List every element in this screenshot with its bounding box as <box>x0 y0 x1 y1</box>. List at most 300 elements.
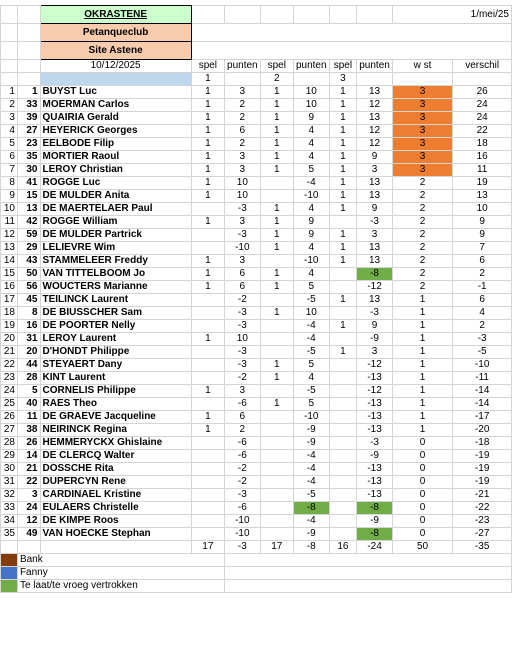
player-name-cell[interactable]: LEROY Laurent <box>40 333 191 346</box>
difference-cell[interactable]: 6 <box>453 294 512 307</box>
total-wins[interactable]: 50 <box>392 541 452 554</box>
game3-points-cell[interactable]: -13 <box>357 411 393 424</box>
difference-cell[interactable]: 4 <box>453 307 512 320</box>
difference-cell[interactable]: -19 <box>453 463 512 476</box>
player-number-cell[interactable]: 41 <box>17 177 40 190</box>
wins-cell[interactable]: 0 <box>392 450 452 463</box>
game1-points-cell[interactable]: -3 <box>225 203 261 216</box>
player-number-cell[interactable]: 35 <box>17 151 40 164</box>
difference-cell[interactable]: -19 <box>453 450 512 463</box>
game2-won-cell[interactable]: 1 <box>260 242 293 255</box>
game2-won-cell[interactable]: 1 <box>260 216 293 229</box>
rank-cell[interactable]: 2 <box>1 99 18 112</box>
player-number-cell[interactable]: 56 <box>17 281 40 294</box>
difference-cell[interactable]: -14 <box>453 398 512 411</box>
game2-won-cell[interactable]: 1 <box>260 281 293 294</box>
game1-points-cell[interactable]: 6 <box>225 411 261 424</box>
player-number-cell[interactable]: 3 <box>17 489 40 502</box>
game3-points-cell[interactable]: -3 <box>357 216 393 229</box>
legend-label[interactable]: Fanny <box>17 567 224 580</box>
game2-points-cell[interactable]: -8 <box>293 502 329 515</box>
game1-won-cell[interactable]: 1 <box>191 190 224 203</box>
difference-cell[interactable]: -11 <box>453 372 512 385</box>
game2-won-cell[interactable]: 1 <box>260 138 293 151</box>
game3-points-cell[interactable]: -9 <box>357 515 393 528</box>
game3-won-cell[interactable]: 1 <box>329 294 357 307</box>
player-number-cell[interactable]: 44 <box>17 359 40 372</box>
player-number-cell[interactable]: 14 <box>17 450 40 463</box>
game1-points-cell[interactable]: -6 <box>225 450 261 463</box>
wins-cell[interactable]: 3 <box>392 125 452 138</box>
game1-points-cell[interactable]: 10 <box>225 190 261 203</box>
game2-won-cell[interactable]: 1 <box>260 99 293 112</box>
wins-cell[interactable]: 1 <box>392 294 452 307</box>
game1-won-cell[interactable]: 1 <box>191 424 224 437</box>
game2-won-cell[interactable]: 1 <box>260 229 293 242</box>
game2-won-cell[interactable] <box>260 502 293 515</box>
game2-points-cell[interactable]: -4 <box>293 450 329 463</box>
game1-points-cell[interactable]: -2 <box>225 476 261 489</box>
game1-points-cell[interactable]: 2 <box>225 99 261 112</box>
game3-points-cell[interactable]: 13 <box>357 112 393 125</box>
player-name-cell[interactable]: ROGGE Luc <box>40 177 191 190</box>
game3-points-cell[interactable]: -12 <box>357 281 393 294</box>
game2-won-cell[interactable] <box>260 294 293 307</box>
col-spel-3[interactable]: spel <box>329 60 357 73</box>
game3-won-cell[interactable]: 1 <box>329 138 357 151</box>
game3-points-cell[interactable]: -13 <box>357 489 393 502</box>
game3-won-cell[interactable]: 1 <box>329 346 357 359</box>
rank-cell[interactable]: 27 <box>1 424 18 437</box>
game1-points-cell[interactable]: 3 <box>225 151 261 164</box>
game3-points-cell[interactable]: 9 <box>357 203 393 216</box>
wins-cell[interactable]: 1 <box>392 359 452 372</box>
game1-points-cell[interactable]: -3 <box>225 307 261 320</box>
game2-points-cell[interactable]: 5 <box>293 164 329 177</box>
game3-points-cell[interactable]: -8 <box>357 268 393 281</box>
blue-header-cell[interactable] <box>40 73 191 86</box>
wins-cell[interactable]: 0 <box>392 437 452 450</box>
game3-points-cell[interactable]: 9 <box>357 151 393 164</box>
player-name-cell[interactable]: DOSSCHE Rita <box>40 463 191 476</box>
wins-cell[interactable]: 3 <box>392 99 452 112</box>
game1-points-cell[interactable]: -6 <box>225 398 261 411</box>
game2-won-cell[interactable]: 1 <box>260 398 293 411</box>
game1-won-cell[interactable] <box>191 437 224 450</box>
game3-won-cell[interactable]: 1 <box>329 229 357 242</box>
rank-cell[interactable]: 30 <box>1 463 18 476</box>
player-name-cell[interactable]: QUAIRIA Gerald <box>40 112 191 125</box>
game2-points-cell[interactable]: -5 <box>293 385 329 398</box>
club-name[interactable]: OKRASTENE <box>40 6 191 24</box>
game3-won-cell[interactable]: 1 <box>329 320 357 333</box>
game1-points-cell[interactable]: -3 <box>225 359 261 372</box>
game2-won-cell[interactable] <box>260 450 293 463</box>
difference-cell[interactable]: -23 <box>453 515 512 528</box>
player-name-cell[interactable]: DE MULDER Partrick <box>40 229 191 242</box>
game1-points-cell[interactable]: 2 <box>225 138 261 151</box>
player-number-cell[interactable]: 13 <box>17 203 40 216</box>
player-name-cell[interactable]: WOUCTERS Marianne <box>40 281 191 294</box>
game3-won-cell[interactable]: 1 <box>329 125 357 138</box>
game3-points-cell[interactable]: 13 <box>357 177 393 190</box>
game2-points-cell[interactable]: 10 <box>293 307 329 320</box>
game2-won-cell[interactable] <box>260 333 293 346</box>
game3-points-cell[interactable]: 3 <box>357 229 393 242</box>
player-number-cell[interactable]: 15 <box>17 190 40 203</box>
player-name-cell[interactable]: TEILINCK Laurent <box>40 294 191 307</box>
game2-won-cell[interactable]: 1 <box>260 372 293 385</box>
difference-cell[interactable]: 9 <box>453 216 512 229</box>
game1-won-cell[interactable] <box>191 359 224 372</box>
total-game1-won[interactable]: 17 <box>191 541 224 554</box>
game3-won-cell[interactable] <box>329 268 357 281</box>
game2-won-cell[interactable]: 1 <box>260 359 293 372</box>
game1-points-cell[interactable]: 6 <box>225 281 261 294</box>
game-number-3[interactable]: 3 <box>329 73 357 86</box>
player-name-cell[interactable]: VAN TITTELBOOM Jo <box>40 268 191 281</box>
player-name-cell[interactable]: LEROY Christian <box>40 164 191 177</box>
game1-won-cell[interactable]: 1 <box>191 268 224 281</box>
game2-won-cell[interactable]: 1 <box>260 203 293 216</box>
game3-points-cell[interactable]: -9 <box>357 333 393 346</box>
game2-points-cell[interactable]: 9 <box>293 112 329 125</box>
player-name-cell[interactable]: DE GRAEVE Jacqueline <box>40 411 191 424</box>
game2-won-cell[interactable]: 1 <box>260 268 293 281</box>
legend-label[interactable]: Bank <box>17 554 224 567</box>
difference-cell[interactable]: -3 <box>453 333 512 346</box>
rank-cell[interactable]: 32 <box>1 489 18 502</box>
game1-won-cell[interactable] <box>191 294 224 307</box>
game2-points-cell[interactable]: 4 <box>293 138 329 151</box>
game3-points-cell[interactable]: -13 <box>357 424 393 437</box>
player-number-cell[interactable]: 43 <box>17 255 40 268</box>
difference-cell[interactable]: -14 <box>453 385 512 398</box>
game3-won-cell[interactable]: 1 <box>329 151 357 164</box>
game2-points-cell[interactable]: 4 <box>293 242 329 255</box>
player-name-cell[interactable]: BUYST Luc <box>40 86 191 99</box>
game1-won-cell[interactable]: 1 <box>191 99 224 112</box>
game3-won-cell[interactable]: 1 <box>329 86 357 99</box>
game2-points-cell[interactable]: -10 <box>293 190 329 203</box>
player-number-cell[interactable]: 39 <box>17 112 40 125</box>
game2-points-cell[interactable]: -10 <box>293 255 329 268</box>
rank-cell[interactable]: 15 <box>1 268 18 281</box>
game3-points-cell[interactable]: 3 <box>357 346 393 359</box>
game2-points-cell[interactable]: 4 <box>293 372 329 385</box>
rank-cell[interactable]: 24 <box>1 385 18 398</box>
legend-swatch[interactable] <box>1 580 18 593</box>
player-number-cell[interactable]: 42 <box>17 216 40 229</box>
game3-points-cell[interactable]: -3 <box>357 307 393 320</box>
player-number-cell[interactable]: 40 <box>17 398 40 411</box>
player-number-cell[interactable]: 28 <box>17 372 40 385</box>
wins-cell[interactable]: 2 <box>392 190 452 203</box>
game1-points-cell[interactable]: 3 <box>225 86 261 99</box>
game2-points-cell[interactable]: -5 <box>293 489 329 502</box>
total-difference[interactable]: -35 <box>453 541 512 554</box>
player-number-cell[interactable]: 30 <box>17 164 40 177</box>
game1-won-cell[interactable] <box>191 502 224 515</box>
game3-won-cell[interactable] <box>329 463 357 476</box>
game3-won-cell[interactable] <box>329 372 357 385</box>
difference-cell[interactable]: -27 <box>453 528 512 541</box>
wins-cell[interactable]: 3 <box>392 151 452 164</box>
wins-cell[interactable]: 0 <box>392 528 452 541</box>
difference-cell[interactable]: 2 <box>453 268 512 281</box>
game2-points-cell[interactable]: -4 <box>293 320 329 333</box>
wins-cell[interactable]: 2 <box>392 216 452 229</box>
game3-points-cell[interactable]: 3 <box>357 164 393 177</box>
player-number-cell[interactable]: 16 <box>17 320 40 333</box>
game3-won-cell[interactable] <box>329 515 357 528</box>
rank-cell[interactable]: 23 <box>1 372 18 385</box>
game1-won-cell[interactable]: 1 <box>191 281 224 294</box>
game3-points-cell[interactable]: -3 <box>357 437 393 450</box>
wins-cell[interactable]: 1 <box>392 333 452 346</box>
difference-cell[interactable]: -17 <box>453 411 512 424</box>
player-number-cell[interactable]: 24 <box>17 502 40 515</box>
game3-won-cell[interactable] <box>329 307 357 320</box>
wins-cell[interactable]: 3 <box>392 86 452 99</box>
legend-swatch[interactable] <box>1 554 18 567</box>
rank-cell[interactable]: 33 <box>1 502 18 515</box>
game1-points-cell[interactable]: -2 <box>225 463 261 476</box>
rank-cell[interactable]: 9 <box>1 190 18 203</box>
player-number-cell[interactable]: 22 <box>17 476 40 489</box>
total-game2-points[interactable]: -8 <box>293 541 329 554</box>
player-number-cell[interactable]: 45 <box>17 294 40 307</box>
game1-won-cell[interactable] <box>191 463 224 476</box>
game1-won-cell[interactable]: 1 <box>191 411 224 424</box>
difference-cell[interactable]: 18 <box>453 138 512 151</box>
game1-points-cell[interactable]: 10 <box>225 333 261 346</box>
game3-won-cell[interactable]: 1 <box>329 203 357 216</box>
game2-points-cell[interactable]: -4 <box>293 463 329 476</box>
game2-points-cell[interactable]: -4 <box>293 177 329 190</box>
player-name-cell[interactable]: ROGGE William <box>40 216 191 229</box>
game1-points-cell[interactable]: -3 <box>225 489 261 502</box>
game2-won-cell[interactable]: 1 <box>260 112 293 125</box>
difference-cell[interactable]: 9 <box>453 229 512 242</box>
player-number-cell[interactable]: 5 <box>17 385 40 398</box>
player-name-cell[interactable]: DE POORTER Nelly <box>40 320 191 333</box>
game1-won-cell[interactable]: 1 <box>191 151 224 164</box>
col-wst[interactable]: w st <box>392 60 452 73</box>
player-name-cell[interactable]: EULAERS Christelle <box>40 502 191 515</box>
wins-cell[interactable]: 1 <box>392 320 452 333</box>
game1-points-cell[interactable]: -6 <box>225 437 261 450</box>
rank-cell[interactable]: 5 <box>1 138 18 151</box>
game3-won-cell[interactable] <box>329 333 357 346</box>
game3-points-cell[interactable]: 13 <box>357 255 393 268</box>
game1-won-cell[interactable] <box>191 515 224 528</box>
player-name-cell[interactable]: LELIEVRE Wim <box>40 242 191 255</box>
rank-cell[interactable]: 10 <box>1 203 18 216</box>
player-name-cell[interactable]: EELBODE Filip <box>40 138 191 151</box>
rank-cell[interactable]: 20 <box>1 333 18 346</box>
game1-points-cell[interactable]: 3 <box>225 216 261 229</box>
game1-won-cell[interactable] <box>191 242 224 255</box>
game3-points-cell[interactable]: -13 <box>357 463 393 476</box>
version-date[interactable]: 1/mei/25 <box>392 6 511 24</box>
player-name-cell[interactable]: DE MAERTELAER Paul <box>40 203 191 216</box>
rank-cell[interactable]: 6 <box>1 151 18 164</box>
player-number-cell[interactable]: 8 <box>17 307 40 320</box>
wins-cell[interactable]: 2 <box>392 229 452 242</box>
game3-won-cell[interactable]: 1 <box>329 164 357 177</box>
game1-won-cell[interactable]: 1 <box>191 216 224 229</box>
game3-won-cell[interactable] <box>329 528 357 541</box>
game3-points-cell[interactable]: 12 <box>357 99 393 112</box>
game1-won-cell[interactable]: 1 <box>191 255 224 268</box>
game3-won-cell[interactable]: 1 <box>329 112 357 125</box>
game1-points-cell[interactable]: -10 <box>225 242 261 255</box>
difference-cell[interactable]: -19 <box>453 476 512 489</box>
player-name-cell[interactable]: HEMMERYCKX Ghislaine <box>40 437 191 450</box>
player-number-cell[interactable]: 11 <box>17 411 40 424</box>
wins-cell[interactable]: 2 <box>392 203 452 216</box>
game3-points-cell[interactable]: 12 <box>357 125 393 138</box>
rank-cell[interactable]: 22 <box>1 359 18 372</box>
game1-won-cell[interactable]: 1 <box>191 333 224 346</box>
player-number-cell[interactable]: 50 <box>17 268 40 281</box>
wins-cell[interactable]: 2 <box>392 255 452 268</box>
game2-points-cell[interactable]: 9 <box>293 229 329 242</box>
game3-points-cell[interactable]: 13 <box>357 294 393 307</box>
col-spel-2[interactable]: spel <box>260 60 293 73</box>
game1-won-cell[interactable]: 1 <box>191 385 224 398</box>
game2-points-cell[interactable]: -4 <box>293 476 329 489</box>
difference-cell[interactable]: 2 <box>453 320 512 333</box>
game2-won-cell[interactable] <box>260 528 293 541</box>
game2-won-cell[interactable]: 1 <box>260 125 293 138</box>
player-name-cell[interactable]: DE BIUSSCHER Sam <box>40 307 191 320</box>
player-number-cell[interactable]: 12 <box>17 515 40 528</box>
wins-cell[interactable]: 0 <box>392 476 452 489</box>
game2-points-cell[interactable]: 4 <box>293 268 329 281</box>
wins-cell[interactable]: 1 <box>392 346 452 359</box>
game1-points-cell[interactable]: 2 <box>225 112 261 125</box>
game1-won-cell[interactable]: 1 <box>191 112 224 125</box>
game3-won-cell[interactable] <box>329 398 357 411</box>
wins-cell[interactable]: 3 <box>392 164 452 177</box>
game2-won-cell[interactable] <box>260 385 293 398</box>
game1-points-cell[interactable]: 2 <box>225 424 261 437</box>
wins-cell[interactable]: 3 <box>392 138 452 151</box>
rank-cell[interactable]: 35 <box>1 528 18 541</box>
difference-cell[interactable]: 24 <box>453 112 512 125</box>
difference-cell[interactable]: 13 <box>453 190 512 203</box>
wins-cell[interactable]: 0 <box>392 515 452 528</box>
game2-points-cell[interactable]: -9 <box>293 424 329 437</box>
game3-won-cell[interactable] <box>329 359 357 372</box>
player-number-cell[interactable]: 26 <box>17 437 40 450</box>
game1-points-cell[interactable]: -2 <box>225 372 261 385</box>
game2-points-cell[interactable]: 4 <box>293 151 329 164</box>
game1-won-cell[interactable]: 1 <box>191 164 224 177</box>
game2-won-cell[interactable]: 1 <box>260 151 293 164</box>
player-name-cell[interactable]: CARDINAEL Kristine <box>40 489 191 502</box>
player-number-cell[interactable]: 21 <box>17 463 40 476</box>
difference-cell[interactable]: 16 <box>453 151 512 164</box>
legend-swatch[interactable] <box>1 567 18 580</box>
difference-cell[interactable]: 6 <box>453 255 512 268</box>
game1-points-cell[interactable]: -6 <box>225 502 261 515</box>
player-number-cell[interactable]: 23 <box>17 138 40 151</box>
rank-cell[interactable]: 3 <box>1 112 18 125</box>
game2-points-cell[interactable]: -10 <box>293 411 329 424</box>
rank-cell[interactable]: 16 <box>1 281 18 294</box>
game1-points-cell[interactable]: -10 <box>225 528 261 541</box>
player-number-cell[interactable]: 29 <box>17 242 40 255</box>
player-name-cell[interactable]: MORTIER Raoul <box>40 151 191 164</box>
game3-won-cell[interactable]: 1 <box>329 99 357 112</box>
game1-won-cell[interactable] <box>191 489 224 502</box>
game2-won-cell[interactable] <box>260 346 293 359</box>
game2-points-cell[interactable]: 4 <box>293 125 329 138</box>
game3-won-cell[interactable] <box>329 489 357 502</box>
game2-points-cell[interactable]: 5 <box>293 281 329 294</box>
difference-cell[interactable]: 11 <box>453 164 512 177</box>
game1-won-cell[interactable]: 1 <box>191 86 224 99</box>
player-number-cell[interactable]: 31 <box>17 333 40 346</box>
game2-won-cell[interactable]: 1 <box>260 307 293 320</box>
game2-points-cell[interactable]: -9 <box>293 437 329 450</box>
game2-won-cell[interactable] <box>260 515 293 528</box>
game1-points-cell[interactable]: -2 <box>225 294 261 307</box>
game2-points-cell[interactable]: 10 <box>293 99 329 112</box>
player-name-cell[interactable]: DE CLERCQ Walter <box>40 450 191 463</box>
game3-points-cell[interactable]: -13 <box>357 398 393 411</box>
game2-won-cell[interactable] <box>260 177 293 190</box>
wins-cell[interactable]: 2 <box>392 268 452 281</box>
game3-won-cell[interactable] <box>329 424 357 437</box>
total-game3-points[interactable]: -24 <box>357 541 393 554</box>
wins-cell[interactable]: 1 <box>392 307 452 320</box>
rank-cell[interactable]: 19 <box>1 320 18 333</box>
difference-cell[interactable]: -10 <box>453 359 512 372</box>
game2-points-cell[interactable]: 10 <box>293 86 329 99</box>
game1-points-cell[interactable]: 6 <box>225 125 261 138</box>
game2-won-cell[interactable] <box>260 489 293 502</box>
game1-points-cell[interactable]: 3 <box>225 164 261 177</box>
difference-cell[interactable]: 10 <box>453 203 512 216</box>
game-number-2[interactable]: 2 <box>260 73 293 86</box>
game2-points-cell[interactable]: 4 <box>293 203 329 216</box>
difference-cell[interactable]: -20 <box>453 424 512 437</box>
rank-cell[interactable]: 21 <box>1 346 18 359</box>
rank-cell[interactable]: 29 <box>1 450 18 463</box>
club-subtitle[interactable]: Petanqueclub <box>40 24 191 42</box>
game-number-1[interactable]: 1 <box>191 73 224 86</box>
game3-points-cell[interactable]: -13 <box>357 476 393 489</box>
difference-cell[interactable]: -1 <box>453 281 512 294</box>
game1-points-cell[interactable]: 3 <box>225 255 261 268</box>
game3-won-cell[interactable] <box>329 450 357 463</box>
game2-points-cell[interactable]: 5 <box>293 398 329 411</box>
game3-points-cell[interactable]: -12 <box>357 385 393 398</box>
player-name-cell[interactable]: STAMMELEER Freddy <box>40 255 191 268</box>
player-name-cell[interactable]: DUPERCYN Rene <box>40 476 191 489</box>
game2-won-cell[interactable] <box>260 190 293 203</box>
game1-points-cell[interactable]: 10 <box>225 177 261 190</box>
rank-cell[interactable]: 25 <box>1 398 18 411</box>
wins-cell[interactable]: 1 <box>392 398 452 411</box>
game3-won-cell[interactable] <box>329 385 357 398</box>
col-spel-1[interactable]: spel <box>191 60 224 73</box>
wins-cell[interactable]: 0 <box>392 489 452 502</box>
